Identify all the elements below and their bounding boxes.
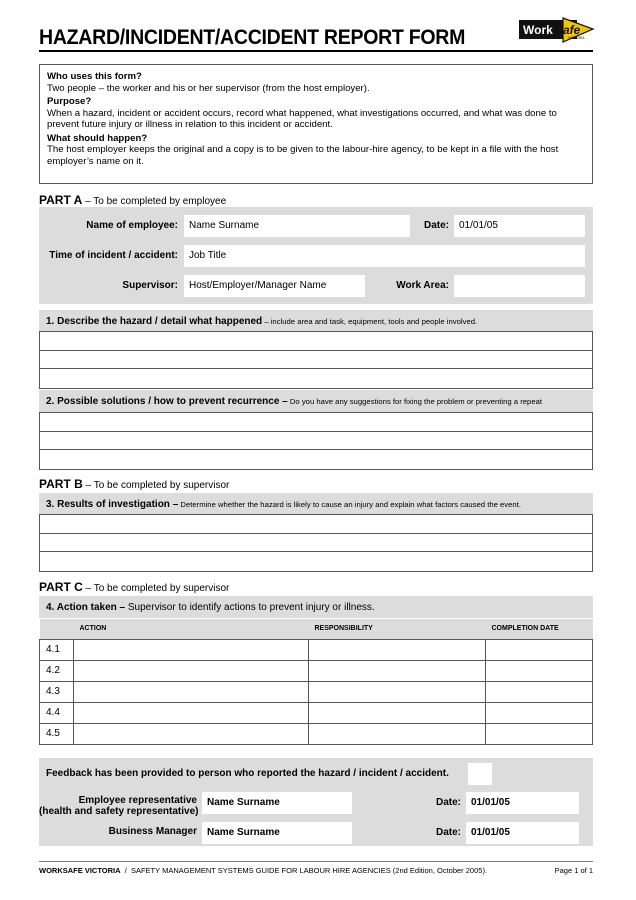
- business-manager-date-label: Date:: [435, 827, 461, 838]
- table-row: [40, 639, 593, 660]
- completion-date-cell[interactable]: [486, 702, 593, 723]
- completion-date-cell[interactable]: [486, 681, 593, 702]
- part-a-heading: PART A – To be completed by employee: [39, 193, 227, 207]
- row-number: 4.1: [40, 639, 74, 660]
- title-divider: [39, 50, 593, 52]
- section-3-lines[interactable]: [39, 514, 593, 572]
- row-number: 4.3: [40, 681, 74, 702]
- footer-divider: [39, 861, 593, 862]
- footer-separator: /: [120, 866, 131, 875]
- info-answer-who: Two people – the worker and his or her supervisor (from the host employer).: [47, 82, 370, 94]
- employee-name-label: Name of employee:: [86, 220, 178, 231]
- svg-text:VICTORIA: VICTORIA: [568, 36, 585, 40]
- worksafe-logo: [519, 16, 595, 46]
- section-1-lines[interactable]: [39, 331, 593, 389]
- section-3-heading: 3. Results of investigation – Determine whether the hazard is likely to cause an injury and explain what factors caused the event.: [39, 493, 593, 515]
- employee-name-field[interactable]: Name Surname: [184, 215, 410, 237]
- instructions-box: [39, 64, 593, 184]
- supervisor-label: Supervisor:: [122, 280, 178, 291]
- work-area-label: Work Area:: [396, 280, 449, 291]
- business-manager-name-field[interactable]: Name Surname: [202, 822, 352, 844]
- section-2-heading: 2. Possible solutions / how to prevent recurrence – Do you have any suggestions for fixing the problem or preventing a repeat: [39, 390, 593, 412]
- info-question-purpose: Purpose?: [47, 95, 92, 107]
- part-b-heading: PART B – To be completed by supervisor: [39, 477, 230, 491]
- actions-table: [39, 619, 593, 745]
- feedback-checkbox[interactable]: [468, 763, 492, 785]
- page-number: Page 1 of 1: [554, 866, 593, 875]
- table-row: [40, 723, 593, 744]
- feedback-panel: [39, 758, 593, 846]
- col-completion-date: COMPLETION DATE: [486, 619, 593, 639]
- action-cell[interactable]: [74, 702, 309, 723]
- actions-table-header: [40, 619, 593, 639]
- section-1-heading: 1. Describe the hazard / detail what happened – include area and task, equipment, tools and people involved.: [39, 310, 593, 332]
- responsibility-cell[interactable]: [309, 723, 486, 744]
- responsibility-cell[interactable]: [309, 702, 486, 723]
- action-cell[interactable]: [74, 660, 309, 681]
- responsibility-cell[interactable]: [309, 639, 486, 660]
- footer-org: WORKSAFE VICTORIA: [39, 866, 121, 875]
- info-answer-what: The host employer keeps the original and a copy is to be given to the labour-hire agency, to be kept in a file with the host employer’s name on it.: [47, 144, 559, 167]
- employee-rep-name-field[interactable]: Name Surname: [202, 792, 352, 814]
- completion-date-cell[interactable]: [486, 639, 593, 660]
- info-question-what: What should happen?: [47, 132, 148, 144]
- employee-rep-date-field[interactable]: 01/01/05: [466, 792, 579, 814]
- row-number: 4.4: [40, 702, 74, 723]
- part-a-panel: [39, 207, 593, 304]
- work-area-field[interactable]: [454, 275, 585, 297]
- section-4-heading: 4. Action taken – Supervisor to identify actions to prevent injury or illness.: [39, 596, 593, 618]
- part-c-heading: PART C – To be completed by supervisor: [39, 580, 230, 594]
- employee-rep-date-label: Date:: [435, 797, 461, 808]
- row-number: 4.2: [40, 660, 74, 681]
- table-row: [40, 702, 593, 723]
- form-title: HAZARD/INCIDENT/ACCIDENT REPORT FORM: [39, 26, 466, 49]
- incident-time-label: Time of incident / accident:: [49, 250, 178, 261]
- footer-doc-title: SAFETY MANAGEMENT SYSTEMS GUIDE FOR LABOUR HIRE AGENCIES (2nd Edition, October 2005).: [130, 866, 488, 875]
- info-question-who: Who uses this form?: [47, 71, 142, 82]
- supervisor-field[interactable]: Host/Employer/Manager Name: [184, 275, 365, 297]
- section-2-lines[interactable]: [39, 412, 593, 470]
- employee-rep-label: Employee representative (health and safety representative): [39, 795, 199, 817]
- incident-time-field[interactable]: Job Title: [184, 245, 585, 267]
- completion-date-cell[interactable]: [486, 660, 593, 681]
- row-number: 4.5: [40, 723, 74, 744]
- business-manager-date-field[interactable]: 01/01/05: [466, 822, 579, 844]
- action-cell[interactable]: [74, 639, 309, 660]
- footer: [39, 866, 593, 875]
- completion-date-cell[interactable]: [486, 723, 593, 744]
- action-cell[interactable]: [74, 723, 309, 744]
- action-cell[interactable]: [74, 681, 309, 702]
- col-number: [40, 619, 74, 639]
- responsibility-cell[interactable]: [309, 660, 486, 681]
- table-row: [40, 660, 593, 681]
- col-responsibility: RESPONSIBILITY: [309, 619, 486, 639]
- date-field[interactable]: 01/01/05: [454, 215, 585, 237]
- feedback-statement: Feedback has been provided to person who reported the hazard / incident / accident.: [46, 768, 449, 779]
- svg-text:Safe: Safe: [555, 23, 581, 37]
- info-answer-purpose: When a hazard, incident or accident occurs, record what happened, what investigations occurred, and what was done to prevent future injury or illness in relation to this incident or accident.: [47, 107, 557, 131]
- col-action: ACTION: [74, 619, 309, 639]
- responsibility-cell[interactable]: [309, 681, 486, 702]
- date-label: Date:: [423, 220, 449, 231]
- business-manager-label: Business Manager: [108, 826, 197, 837]
- table-row: [40, 681, 593, 702]
- svg-text:Work: Work: [523, 23, 553, 37]
